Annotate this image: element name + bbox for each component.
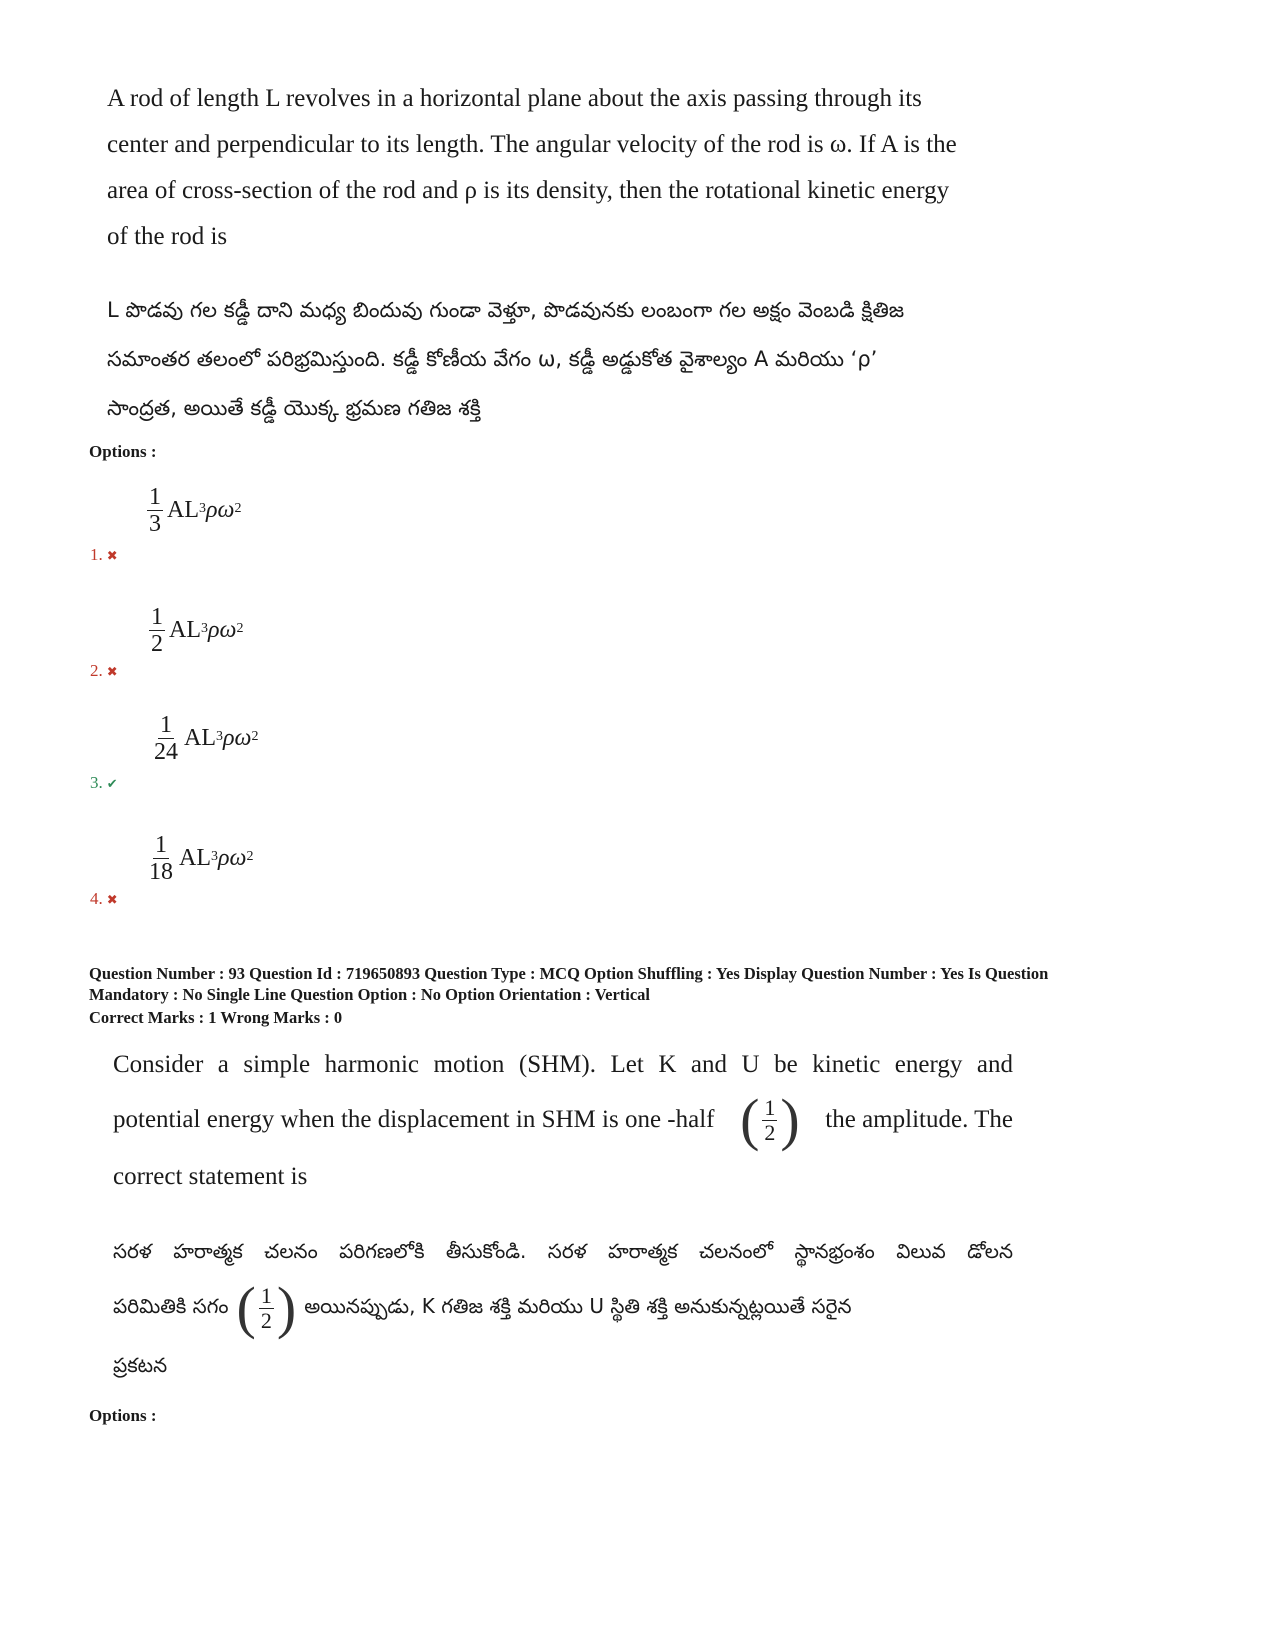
text-segment: అయినప్పుడు, K గతిజ శక్తి మరియు U స్థితి శక్తి అనుకున్నట్లయితే సరైన — [304, 1293, 852, 1318]
exponent: 2 — [246, 848, 254, 864]
rho-omega: ρω — [206, 497, 235, 523]
rho-omega: ρω — [218, 845, 247, 871]
question-text-line: A rod of length L revolves in a horizontal plane about the axis passing through its — [107, 85, 922, 112]
question-1-english — [107, 76, 1042, 260]
question-text-line: సమాంతర తలంలో పరిభ్రమిస్తుంది. కడ్డీ కోణీయ వేగం ω, కడ్డీ అడ్డుకోత వైశాల్యం A మరియు ‘ρ’ — [107, 347, 878, 371]
cross-icon: ✖ — [106, 664, 118, 679]
question-text-line — [113, 1088, 1013, 1152]
question-text-line: L పొడవు గల కడ్డీ దాని మధ్య బిందువు గుండా వెళ్తూ, పొడవునకు లంబంగా గల అక్షం వెంబడి క్షితిజ — [107, 298, 905, 322]
question-text-line: correct statement is — [113, 1163, 308, 1190]
denominator: 24 — [154, 739, 178, 765]
cross-icon: ✖ — [106, 548, 118, 563]
option-number — [90, 545, 118, 565]
expr: AL — [169, 617, 201, 643]
question-metadata — [89, 963, 1199, 1005]
check-icon: ✔ — [106, 776, 118, 791]
numerator: 1 — [149, 484, 161, 510]
option-number-label: 4. — [90, 889, 103, 908]
option-formula — [149, 604, 243, 657]
metadata-line: Question Number : 93 Question Id : 719650893 Question Type : MCQ Option Shuffling : Yes Display Question Number : Yes Is Question — [89, 964, 1049, 983]
expr: AL — [184, 725, 216, 751]
option-3[interactable] — [90, 712, 390, 822]
option-number — [90, 889, 118, 909]
text-segment: potential energy when the displacement in SHM is one -half — [113, 1106, 715, 1133]
option-number — [90, 661, 118, 681]
option-formula — [152, 712, 258, 765]
exponent: 3 — [211, 848, 218, 864]
question-text-line: సాంద్రత, అయితే కడ్డీ యొక్క భ్రమణ గతిజ శక్తి — [107, 396, 481, 420]
numerator: 1 — [151, 604, 163, 630]
metadata-line: Mandatory : No Single Line Question Option : No Option Orientation : Vertical — [89, 985, 651, 1004]
question-text-line: area of cross-section of the rod and ρ is its density, then the rotational kinetic energy — [107, 177, 950, 204]
question-2-telugu — [113, 1226, 1013, 1390]
question-text-line: ప్రకటన — [113, 1353, 168, 1377]
half-fraction — [236, 1275, 297, 1340]
option-formula — [147, 484, 241, 537]
question-text-line: Consider a simple harmonic motion (SHM). Let K and U be kinetic energy and — [113, 1051, 1013, 1078]
question-text-line — [113, 1276, 1013, 1340]
option-4[interactable] — [90, 832, 390, 942]
numerator: 1 — [160, 712, 172, 738]
option-1[interactable] — [90, 480, 390, 590]
expr: AL — [167, 497, 199, 523]
question-text-line: center and perpendicular to its length. The angular velocity of the rod is ω. If A is the — [107, 131, 957, 158]
denominator: 2 — [260, 1307, 272, 1333]
option-2[interactable] — [90, 604, 390, 714]
option-formula — [147, 832, 253, 885]
denominator: 18 — [149, 859, 173, 885]
text-segment: పరిమితికి సగం — [113, 1293, 229, 1318]
half-fraction — [740, 1087, 800, 1152]
denominator: 2 — [764, 1119, 776, 1145]
left-paren: ( — [740, 1087, 760, 1152]
left-paren: ( — [236, 1275, 256, 1340]
option-number-label: 3. — [90, 773, 103, 792]
numerator: 1 — [155, 832, 167, 858]
right-paren: ) — [276, 1275, 297, 1340]
right-paren: ) — [780, 1087, 800, 1152]
options-label: Options : — [89, 1406, 157, 1425]
question-2-english — [113, 1042, 1013, 1202]
option-number-label: 2. — [90, 661, 103, 680]
question-text-line: సరళ హరాత్మక చలనం పరిగణలోకి తీసుకోండి. సరళ హరాత్మక చలనంలో స్థానభ్రంశం విలువ డోలన — [113, 1239, 1013, 1263]
denominator: 3 — [149, 511, 161, 537]
exponent: 2 — [234, 500, 242, 516]
question-text-line: of the rod is — [107, 223, 228, 250]
options-label: Options : — [89, 442, 157, 461]
option-number — [90, 773, 118, 793]
option-number-label: 1. — [90, 545, 103, 564]
denominator: 2 — [151, 631, 163, 657]
numerator: 1 — [764, 1094, 776, 1120]
rho-omega: ρω — [208, 617, 237, 643]
exponent: 3 — [216, 728, 223, 744]
exponent: 3 — [201, 620, 208, 636]
text-segment: the amplitude. The — [825, 1106, 1013, 1133]
exponent: 3 — [199, 500, 206, 516]
exponent: 2 — [251, 728, 259, 744]
cross-icon: ✖ — [106, 892, 118, 907]
question-1-telugu — [107, 286, 1052, 433]
numerator: 1 — [260, 1282, 272, 1308]
expr: AL — [179, 845, 211, 871]
marks-info: Correct Marks : 1 Wrong Marks : 0 — [89, 1008, 343, 1027]
exponent: 2 — [236, 620, 244, 636]
rho-omega: ρω — [223, 725, 252, 751]
